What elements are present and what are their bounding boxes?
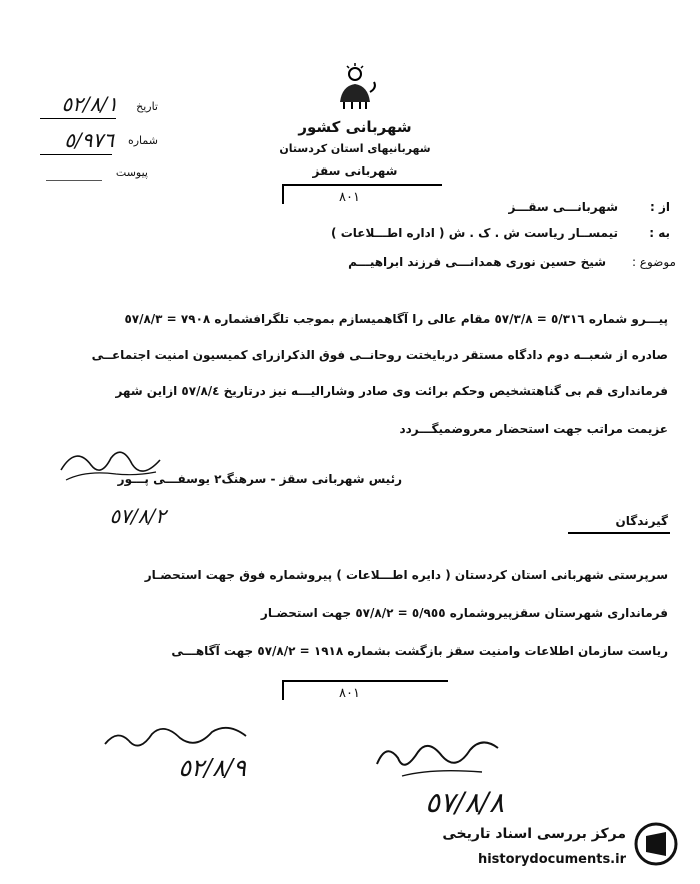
annotation-right-date: ٥٧/٨/٨: [424, 786, 504, 819]
to-label: به :: [649, 226, 670, 240]
body-line-1: پیـــرو شماره ٥/٣١٦ = ٥٧/٣/٨ مقام عالی را آگاهمیسازم بموجب تلگرافشماره ٧٩٠٨ = ٥٧/٨/٣: [124, 312, 668, 326]
subject-label: موضوع :: [631, 255, 676, 269]
number-label: شماره: [127, 134, 158, 147]
history-documents-logo-icon: [634, 822, 678, 866]
body-line-4: عزیمت مراتب جهت استحضار معروضمیگـــردد: [399, 422, 668, 436]
body-line-3: فرمانداری قم بی گناهتشخیص وحکم برائت وی صادر وشارالیـــه نیز درتاریخ ٥٧/٨/٤ ازاین شهر: [115, 384, 668, 398]
date-value: ٥٢/٨/١: [61, 92, 118, 116]
handwritten-note-right-icon: [372, 728, 502, 784]
recipient-1: سرپرستی شهربانی استان کردستان ( دایره اطـــلاعات ) پیروشماره فوق جهت استحضـار: [144, 568, 668, 582]
body-line-2: صادره از شعبــه دوم دادگاه مستقر دربایختت روحانــی فوق الذکرازرای کمیسیون امنیت اجتماعــی: [91, 348, 668, 362]
to-value: تیمســار ریاست ش . ک . ش ( اداره اطـــلاعات ): [331, 226, 618, 240]
annotation-left-date: ٥٢/٨/٩: [178, 754, 246, 782]
number-value: ٥/٩٧٦: [64, 128, 114, 152]
reference-number: ٨٠١: [339, 190, 360, 205]
org-subtitle: شهربانیهای استان کردستان: [279, 142, 431, 155]
lion-and-sun-emblem-icon: [330, 62, 380, 112]
from-label: از :: [650, 200, 670, 214]
date-label: تاریخ: [136, 100, 158, 113]
handwritten-note-left-icon: [100, 718, 250, 758]
signer-line: رئیس شهربانی سقز - سرهنگ٢ یوسفـــی پـــور: [117, 472, 402, 486]
from-value: شهربانـــی سقـــز: [508, 200, 618, 214]
recipient-3: ریاست سازمان اطلاعات وامنیت سقز بازگشت بشماره ١٩١٨ = ٥٧/٨/٢ جهت آگاهـــی: [171, 644, 668, 658]
org-main-title: شهربانی کشور: [298, 118, 412, 136]
footer-url[interactable]: historydocuments.ir: [477, 852, 626, 867]
attachment-label: پیوست: [115, 166, 148, 179]
recipient-2: فرمانداری شهرستان سقزپیروشماره ٥/٩٥٥ = ٥٧/٨/٢ جهت استحضـار: [260, 606, 668, 620]
stamp-number: ٨٠١: [339, 686, 360, 701]
signature-date: ٥٧/٨/٢: [109, 504, 166, 528]
subject-value: شیخ حسین نوری همدانـــی فرزند ابراهیـــم: [348, 255, 606, 269]
recipients-title: گیرندگان: [615, 514, 668, 528]
footer-org-name: مرکز بررسی اسناد تاریخی: [442, 826, 626, 842]
org-local-title: شهربانی سقز: [312, 164, 398, 178]
